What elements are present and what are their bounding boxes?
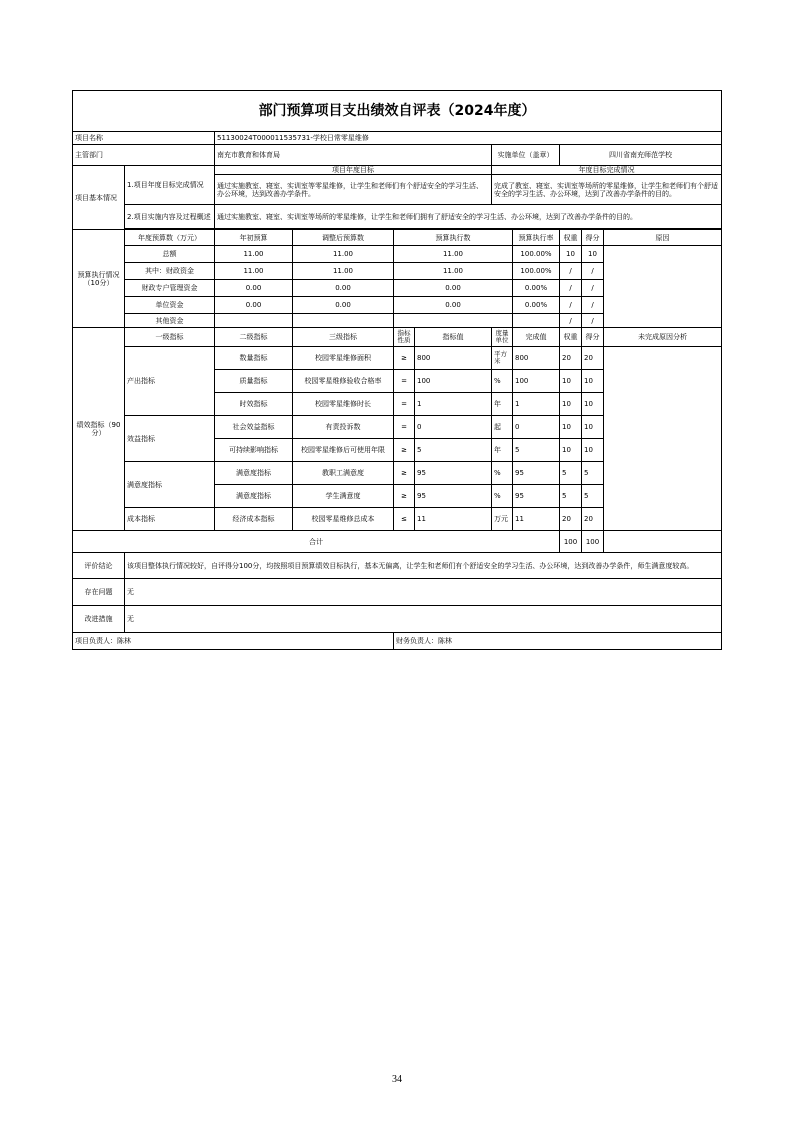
perf-cell: 10 [560,439,582,462]
perf-cell: % [492,485,513,508]
basic-section-label: 项目基本情况 [73,166,125,230]
perf-cell: 校园零星维修面积 [293,347,394,370]
perf-cell: ≥ [394,462,415,485]
perf-cell: ≥ [394,485,415,508]
perf-cell: 年 [492,439,513,462]
perf-cell: 11 [415,508,492,531]
total-label: 合计 [73,531,560,553]
issues-text: 无 [125,579,722,606]
perf-cell: 10 [560,416,582,439]
budget-header: 年度预算数（万元） [125,230,215,246]
perf-cell: 95 [415,485,492,508]
budget-cell: 0.00 [293,280,394,297]
perf-cell: 校园零星维修验收合格率 [293,370,394,393]
budget-cell: 11.00 [215,263,293,280]
perf-cell: 数量指标 [215,347,293,370]
budget-cell: 0.00 [394,280,513,297]
finance-leader: 财务负责人：陈林 [394,633,722,650]
perf-cell: 10 [560,370,582,393]
budget-cell: / [560,314,582,328]
basic-row2-label: 2.项目实施内容及过程概述 [125,205,215,229]
budget-cell: 11.00 [293,263,394,280]
budget-cell: 11.00 [394,263,513,280]
perf-cell: % [492,462,513,485]
total-reason [604,531,722,553]
issues-label: 存在问题 [73,579,125,606]
perf-header: 二级指标 [215,328,293,347]
perf-cell: 20 [582,347,604,370]
perf-cell: 万元 [492,508,513,531]
budget-cell: 0.00 [215,280,293,297]
budget-cell: 100.00% [513,246,560,263]
perf-cell: 满意度指标 [215,462,293,485]
perf-cell: = [394,416,415,439]
budget-cell [293,314,394,328]
budget-cell: 其他资金 [125,314,215,328]
budget-cell: / [582,280,604,297]
perf-header: 三级指标 [293,328,394,347]
budget-header: 得分 [582,230,604,246]
perf-cell: 10 [560,393,582,416]
perf-header: 完成值 [513,328,560,347]
project-name-label: 项目名称 [73,132,215,145]
budget-header: 调整后预算数 [293,230,394,246]
perf-cell: = [394,370,415,393]
perf-cell: ≤ [394,508,415,531]
perf-cell: 满意度指标 [215,485,293,508]
perf-header: 权重 [560,328,582,347]
perf-cell: 5 [582,485,604,508]
perf-cell: 学生满意度 [293,485,394,508]
completion-header: 年度目标完成情况 [492,166,722,175]
dept-label: 主管部门 [73,145,215,166]
budget-header: 权重 [560,230,582,246]
basic-row1-done: 完成了教室、寝室、实训室等场所的零星维修，让学生和老师们有个舒适安全的学习生活、办公环境，达到了改善办学条件的目的。 [492,175,722,205]
total-score: 100 [582,531,604,553]
evaluation-table [72,90,722,650]
conclusion-text: 该项目整体执行情况较好，自评得分100分，均按照项目预算绩效目标执行，基本无偏离，让学生和老师们有个舒适安全的学习生活、办公环境，达到改善办学条件，师生满意度较高。 [125,553,722,579]
perf-cell: 校园零星维修时长 [293,393,394,416]
budget-cell: 财政专户管理资金 [125,280,215,297]
budget-header: 年初预算 [215,230,293,246]
budget-cell: 单位资金 [125,297,215,314]
perf-cell: 5 [415,439,492,462]
perf-cell: 11 [513,508,560,531]
perf-reason [604,347,722,531]
budget-cell: 0.00% [513,297,560,314]
perf-cell: 5 [560,462,582,485]
page-title: 部门预算项目支出绩效自评表（2024年度） [73,91,722,132]
budget-cell: 0.00 [293,297,394,314]
perf-cell: 0 [513,416,560,439]
level1-satisfaction: 满意度指标 [125,462,215,508]
budget-cell: / [560,297,582,314]
perf-header: 未完成原因分析 [604,328,722,347]
budget-cell: / [582,314,604,328]
perf-header: 指标性质 [394,328,415,347]
budget-cell: 其中：财政资金 [125,263,215,280]
perf-cell: 0 [415,416,492,439]
perf-cell: ≥ [394,347,415,370]
perf-cell: 10 [582,439,604,462]
perf-cell: 社会效益指标 [215,416,293,439]
basic-row1-goal: 通过实施教室、寝室、实训室等零星维修，让学生和老师们有个舒适安全的学习生活、办公环境，达到改善办学条件。 [215,175,492,205]
perf-cell: 年 [492,393,513,416]
budget-cell: / [560,263,582,280]
perf-cell: 95 [513,485,560,508]
level1-output: 产出指标 [125,347,215,416]
perf-cell: 有责投诉数 [293,416,394,439]
perf-cell: ≥ [394,439,415,462]
perf-cell: % [492,370,513,393]
unit-value: 四川省南充师范学校 [560,145,722,166]
dept-value: 南充市教育和体育局 [215,145,492,166]
project-name: 51130024T000011535731-学校日常零星维修 [215,132,722,145]
budget-cell: 总额 [125,246,215,263]
perf-cell: 800 [513,347,560,370]
measures-text: 无 [125,606,722,633]
perf-cell: = [394,393,415,416]
perf-cell: 10 [582,370,604,393]
perf-cell: 起 [492,416,513,439]
budget-reason [604,246,722,328]
budget-cell: / [582,297,604,314]
perf-cell: 10 [582,393,604,416]
perf-cell: 5 [513,439,560,462]
perf-cell: 平方米 [492,347,513,370]
perf-header: 度量单位 [492,328,513,347]
measures-label: 改进措施 [73,606,125,633]
basic-row2-text: 通过实施教室、寝室、实训室等场所的零星维修，让学生和老师们拥有了舒适安全的学习生活、办公环境，达到了改善办学条件的目的。 [215,205,722,229]
perf-cell: 5 [582,462,604,485]
budget-cell [215,314,293,328]
budget-cell: 11.00 [293,246,394,263]
perf-cell: 20 [560,508,582,531]
perf-cell: 10 [582,416,604,439]
perf-cell: 校园零星维修总成本 [293,508,394,531]
budget-header: 原因 [604,230,722,246]
perf-cell: 100 [415,370,492,393]
budget-cell [513,314,560,328]
budget-cell: 11.00 [394,246,513,263]
evaluation-sheet [72,90,721,650]
perf-cell: 800 [415,347,492,370]
perf-cell: 95 [415,462,492,485]
perf-cell: 校园零星维修后可使用年限 [293,439,394,462]
perf-cell: 可持续影响指标 [215,439,293,462]
level1-benefit: 效益指标 [125,416,215,462]
budget-cell: 0.00 [394,297,513,314]
budget-cell: 10 [560,246,582,263]
unit-label: 实施单位（盖章） [492,145,560,166]
perf-cell: 20 [560,347,582,370]
perf-header: 一级指标 [125,328,215,347]
perf-cell: 时效指标 [215,393,293,416]
perf-cell: 教职工满意度 [293,462,394,485]
budget-header: 预算执行率 [513,230,560,246]
budget-cell: / [560,280,582,297]
perf-header: 得分 [582,328,604,347]
level1-cost: 成本指标 [125,508,215,531]
budget-cell: 100.00% [513,263,560,280]
perf-cell: 100 [513,370,560,393]
budget-cell: 0.00 [215,297,293,314]
budget-cell: 11.00 [215,246,293,263]
conclusion-label: 评价结论 [73,553,125,579]
performance-section-label: 绩效指标（90分） [73,328,125,531]
perf-cell: 95 [513,462,560,485]
budget-header: 预算执行数 [394,230,513,246]
basic-row1-label: 1.项目年度目标完成情况 [125,166,215,205]
perf-cell: 20 [582,508,604,531]
budget-cell: 10 [582,246,604,263]
budget-cell: / [582,263,604,280]
perf-cell: 1 [513,393,560,416]
total-weight: 100 [560,531,582,553]
perf-cell: 质量指标 [215,370,293,393]
budget-cell: 0.00% [513,280,560,297]
budget-section-label: 预算执行情况（10分） [73,230,125,328]
perf-cell: 1 [415,393,492,416]
perf-cell: 5 [560,485,582,508]
perf-cell: 经济成本指标 [215,508,293,531]
page-number: 34 [392,1074,402,1085]
project-leader: 项目负责人：陈林 [73,633,394,650]
budget-cell [394,314,513,328]
goal-header: 项目年度目标 [215,166,492,175]
perf-header: 指标值 [415,328,492,347]
